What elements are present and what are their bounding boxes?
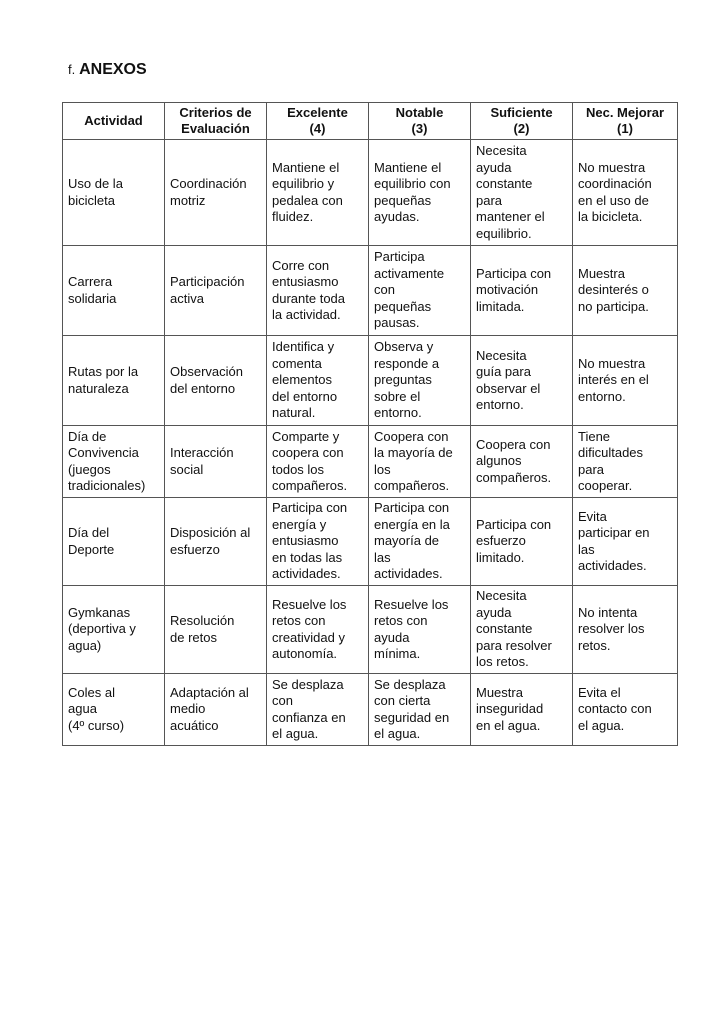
- cell-nec-mejorar: No muestra interés en el entorno.: [573, 336, 678, 426]
- cell-criterio: Participación activa: [165, 246, 267, 336]
- cell-actividad: Día de Convivencia (juegos tradicionales): [63, 426, 165, 498]
- cell-suficiente: Participa con motivación limitada.: [471, 246, 573, 336]
- cell-nec-mejorar: No muestra coordinación en el uso de la bicicleta.: [573, 140, 678, 246]
- header-nec-mejorar: Nec. Mejorar (1): [573, 103, 678, 140]
- cell-notable: Observa y responde a preguntas sobre el entorno.: [369, 336, 471, 426]
- header-criterios: Criterios de Evaluación: [165, 103, 267, 140]
- cell-notable: Participa activamente con pequeñas pausas.: [369, 246, 471, 336]
- section-heading: [68, 61, 147, 79]
- cell-nec-mejorar: No intenta resolver los retos.: [573, 586, 678, 674]
- cell-excelente: Comparte y coopera con todos los compañeros.: [267, 426, 369, 498]
- cell-excelente: Resuelve los retos con creatividad y autonomía.: [267, 586, 369, 674]
- cell-notable: Participa con energía en la mayoría de las actividades.: [369, 498, 471, 586]
- cell-criterio: Resolución de retos: [165, 586, 267, 674]
- table-row: [63, 426, 678, 498]
- table-row: [63, 336, 678, 426]
- cell-notable: Coopera con la mayoría de los compañeros.: [369, 426, 471, 498]
- cell-excelente: Corre con entusiasmo durante toda la actividad.: [267, 246, 369, 336]
- cell-suficiente: Necesita guía para observar el entorno.: [471, 336, 573, 426]
- cell-criterio: Interacción social: [165, 426, 267, 498]
- cell-suficiente: Necesita ayuda constante para mantener el equilibrio.: [471, 140, 573, 246]
- evaluation-rubric-table: [62, 102, 678, 746]
- cell-excelente: Mantiene el equilibrio y pedalea con fluidez.: [267, 140, 369, 246]
- header-suficiente: Suficiente (2): [471, 103, 573, 140]
- header-notable: Notable (3): [369, 103, 471, 140]
- cell-excelente: Identifica y comenta elementos del entorno natural.: [267, 336, 369, 426]
- cell-criterio: Adaptación al medio acuático: [165, 674, 267, 746]
- cell-actividad: Día del Deporte: [63, 498, 165, 586]
- cell-nec-mejorar: Evita el contacto con el agua.: [573, 674, 678, 746]
- cell-nec-mejorar: Muestra desinterés o no participa.: [573, 246, 678, 336]
- cell-actividad: Coles al agua (4º curso): [63, 674, 165, 746]
- cell-actividad: Uso de la bicicleta: [63, 140, 165, 246]
- header-actividad: Actividad: [63, 103, 165, 140]
- cell-actividad: Carrera solidaria: [63, 246, 165, 336]
- table-row: [63, 498, 678, 586]
- cell-nec-mejorar: Tiene dificultades para cooperar.: [573, 426, 678, 498]
- header-excelente: Excelente (4): [267, 103, 369, 140]
- table-row: [63, 586, 678, 674]
- cell-suficiente: Coopera con algunos compañeros.: [471, 426, 573, 498]
- cell-notable: Mantiene el equilibrio con pequeñas ayudas.: [369, 140, 471, 246]
- cell-nec-mejorar: Evita participar en las actividades.: [573, 498, 678, 586]
- cell-suficiente: Participa con esfuerzo limitado.: [471, 498, 573, 586]
- cell-actividad: Gymkanas (deportiva y agua): [63, 586, 165, 674]
- cell-suficiente: Muestra inseguridad en el agua.: [471, 674, 573, 746]
- cell-criterio: Observación del entorno: [165, 336, 267, 426]
- cell-actividad: Rutas por la naturaleza: [63, 336, 165, 426]
- cell-criterio: Coordinación motriz: [165, 140, 267, 246]
- section-prefix: f.: [68, 62, 76, 77]
- cell-excelente: Se desplaza con confianza en el agua.: [267, 674, 369, 746]
- cell-suficiente: Necesita ayuda constante para resolver los retos.: [471, 586, 573, 674]
- cell-notable: Resuelve los retos con ayuda mínima.: [369, 586, 471, 674]
- cell-criterio: Disposición al esfuerzo: [165, 498, 267, 586]
- table-row: [63, 246, 678, 336]
- table-row: [63, 674, 678, 746]
- table-row: [63, 140, 678, 246]
- table-header-row: [63, 103, 678, 140]
- cell-notable: Se desplaza con cierta seguridad en el agua.: [369, 674, 471, 746]
- section-title: ANEXOS: [79, 61, 147, 78]
- cell-excelente: Participa con energía y entusiasmo en todas las actividades.: [267, 498, 369, 586]
